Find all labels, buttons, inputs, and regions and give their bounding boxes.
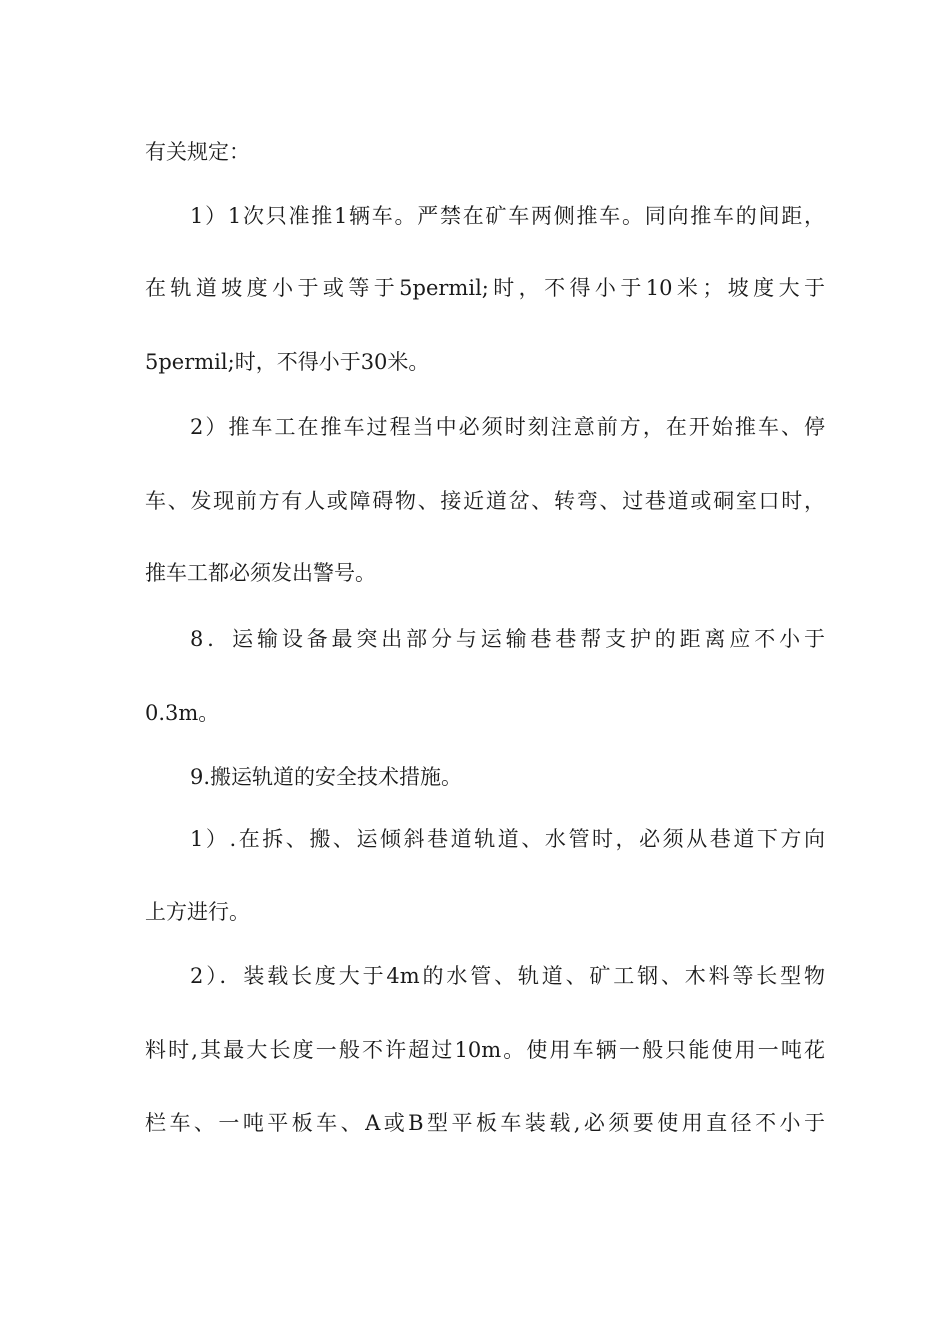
text-line: 上方进行。 bbox=[145, 900, 250, 924]
text-line: 2）推车工在推车过程当中必须时刻注意前方，在开始推车、停 bbox=[190, 415, 825, 439]
text-line: 5permil;时，不得小于30米。 bbox=[145, 350, 430, 374]
text-line: 2）．装载长度大于4m的水管、轨道、矿工钢、木料等长型物 bbox=[190, 964, 825, 988]
text-line: 0.3m。 bbox=[145, 701, 220, 725]
text-line: 推车工都必须发出警号。 bbox=[145, 561, 376, 585]
text-line: 1）1次只准推1辆车。严禁在矿车两侧推车。同向推车的间距， bbox=[190, 204, 825, 228]
text-line: 8．运输设备最突出部分与运输巷巷帮支护的距离应不小于 bbox=[190, 627, 825, 651]
text-line: 料时,其最大长度一般不许超过10m。使用车辆一般只能使用一吨花 bbox=[145, 1038, 825, 1062]
text-line: 在轨道坡度小于或等于5permil;时，不得小于10米；坡度大于 bbox=[145, 276, 825, 300]
text-line: 车、发现前方有人或障碍物、接近道岔、转弯、过巷道或硐室口时， bbox=[145, 489, 825, 513]
text-line: 9.搬运轨道的安全技术措施。 bbox=[190, 765, 463, 789]
text-line: 有关规定： bbox=[145, 140, 250, 164]
text-line: 栏车、一吨平板车、A或B型平板车装载,必须要使用直径不小于 bbox=[145, 1111, 825, 1135]
text-line: 1）.在拆、搬、运倾斜巷道轨道、水管时，必须从巷道下方向 bbox=[190, 827, 825, 851]
